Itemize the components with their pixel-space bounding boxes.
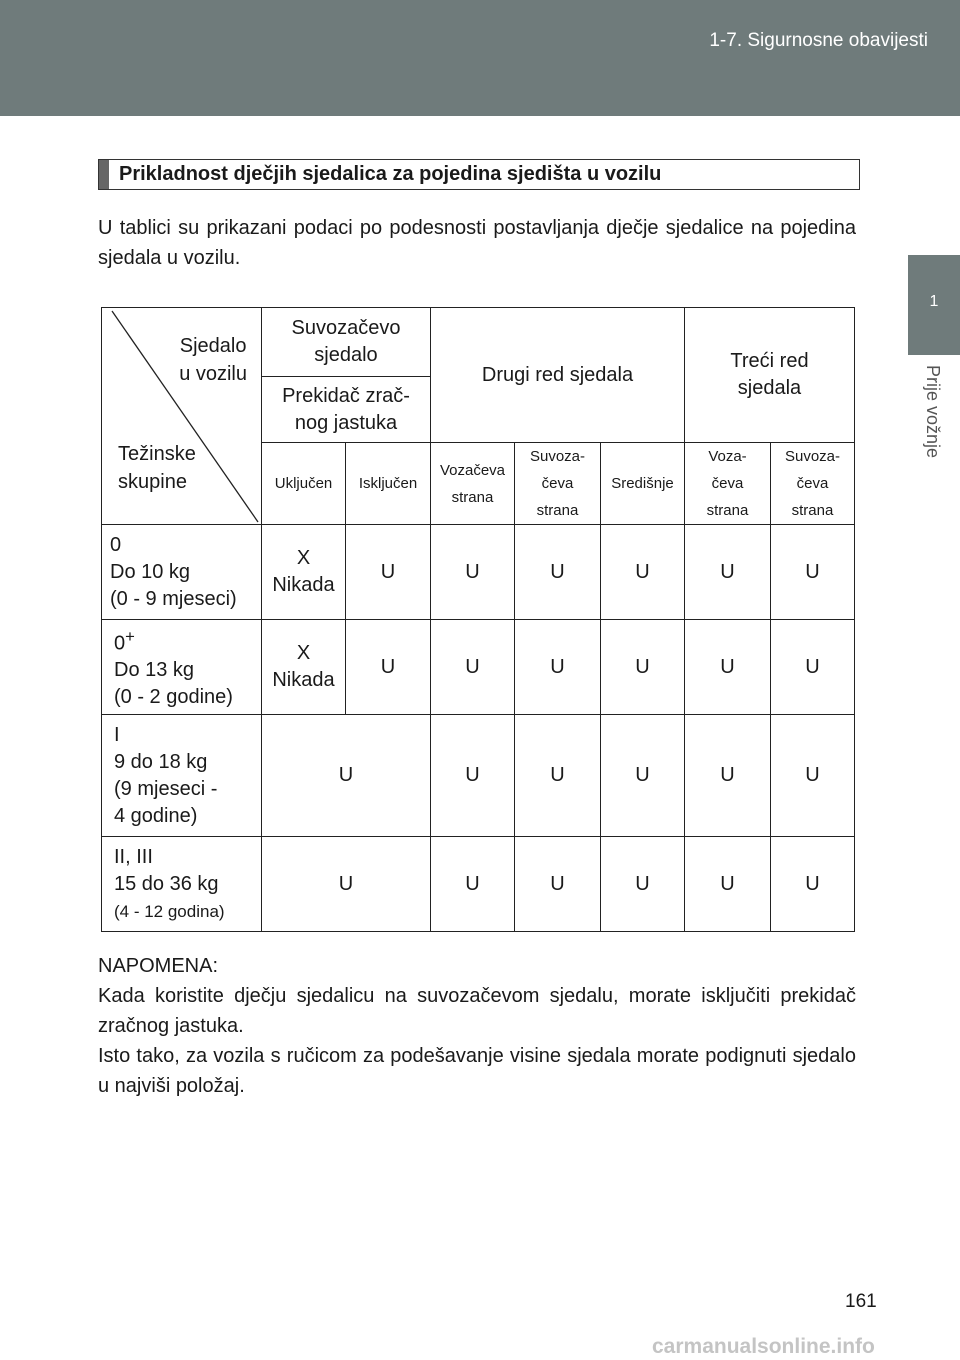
table-row	[102, 525, 855, 620]
weight-group-cell	[102, 715, 262, 837]
sub-passenger-line1: Suvoza-	[529, 448, 586, 465]
seat-suitability-table	[101, 307, 855, 932]
corner-seat-line1: Sjedalo	[179, 335, 247, 357]
table-cell: U	[515, 620, 601, 715]
chapter-tab	[908, 255, 960, 355]
note-heading: NAPOMENA:	[98, 955, 219, 977]
page-header	[0, 0, 960, 116]
table-cell: U	[431, 715, 515, 837]
group-weight: 15 do 36 kg	[114, 872, 219, 895]
group-label-wrap	[114, 623, 261, 658]
group-age: (0 - 2 godine)	[114, 686, 233, 709]
corner-seat-label	[179, 332, 247, 388]
not-allowed-word: Nikada	[272, 669, 335, 691]
airbag-on-cell	[262, 525, 346, 620]
not-allowed-word: Nikada	[272, 574, 335, 596]
subheader-on: Uključen	[262, 443, 346, 525]
subheader-driver-side	[431, 443, 515, 525]
subheader-center: Središnje	[601, 443, 685, 525]
corner-seat-line2: u vozilu	[179, 363, 247, 385]
airbag-on-cell	[262, 620, 346, 715]
corner-weight-line2: skupine	[118, 471, 187, 493]
header-third-row	[685, 308, 855, 443]
sub-driver-line2: strana	[451, 488, 494, 506]
group-label: II, III	[114, 845, 153, 868]
table-cell: U	[771, 837, 855, 932]
corner-header-cell	[102, 308, 262, 525]
table-cell: U	[685, 525, 771, 620]
table-cell: U	[431, 620, 515, 715]
sub-driver3-line2: čeva	[711, 475, 744, 492]
table-cell: U	[431, 837, 515, 932]
table-cell: U	[685, 620, 771, 715]
note-line1: Kada koristite dječju sjedalicu na suvozačevom sjedalu, morate isključiti prekidač zračnog jastuka.	[98, 985, 856, 1037]
table-cell: U	[431, 525, 515, 620]
group-age-line2: 4 godine)	[114, 804, 198, 827]
sub-driver3-line1: Voza-	[708, 448, 747, 465]
section-heading	[98, 159, 860, 190]
chapter-label: Prije vožnje	[923, 365, 943, 459]
table-cell: U	[515, 715, 601, 837]
table-row	[102, 620, 855, 715]
table-cell: U	[685, 837, 771, 932]
chapter-label-area	[908, 355, 960, 515]
subheader-passenger-side	[515, 443, 601, 525]
chapter-number: 1	[929, 293, 939, 310]
not-allowed-mark: X	[296, 642, 311, 664]
passenger-seat-line1: Suvozačevo	[291, 317, 401, 339]
header-section-title: 1-7. Sigurnosne obavijesti	[709, 30, 928, 51]
sub-driver3-line3: strana	[706, 502, 749, 519]
footer-watermark: carmanualsonline.info	[652, 1335, 875, 1358]
third-row-line2: sjedala	[737, 377, 802, 399]
table-row	[102, 715, 855, 837]
third-row-line1: Treći red	[730, 350, 809, 372]
table-cell: U	[771, 525, 855, 620]
subheader-third-driver-side	[685, 443, 771, 525]
table-cell: U	[601, 837, 685, 932]
intro-paragraph	[98, 213, 856, 273]
group-label: 0	[114, 632, 126, 655]
note-line2: Isto tako, za vozila s ručicom za podešavanje visine sjedala morate podignuti sjedalo u najviši položaj.	[98, 1045, 856, 1097]
sub-passenger3-line2: čeva	[796, 475, 829, 492]
group-age-line1: (9 mjeseci -	[114, 777, 218, 800]
table-cell: U	[346, 525, 431, 620]
subheader-off: Isključen	[346, 443, 431, 525]
weight-group-cell	[102, 525, 262, 620]
airbag-switch-line2: nog jastuka	[294, 411, 398, 434]
sub-passenger3-line3: strana	[791, 502, 834, 519]
weight-group-cell	[102, 620, 262, 715]
table-cell: U	[601, 620, 685, 715]
corner-weight-line1: Težinske	[118, 443, 196, 465]
group-weight: 9 do 18 kg	[114, 750, 208, 773]
sub-passenger-line2: čeva	[541, 475, 574, 492]
table-row	[102, 837, 855, 932]
table-cell: U	[515, 525, 601, 620]
table-cell: U	[262, 837, 431, 932]
table-cell: U	[262, 715, 431, 837]
group-age: (4 - 12 godina)	[114, 901, 225, 921]
sub-passenger-line3: strana	[536, 502, 579, 519]
table-cell: U	[685, 715, 771, 837]
table-cell: U	[601, 525, 685, 620]
airbag-switch-line1: Prekidač zrač-	[282, 384, 410, 407]
group-superscript: +	[125, 626, 135, 646]
table-cell: U	[515, 837, 601, 932]
group-age: (0 - 9 mjeseci)	[110, 587, 237, 610]
group-weight: Do 10 kg	[110, 560, 191, 583]
header-second-row: Drugi red sjedala	[431, 308, 685, 443]
not-allowed-mark: X	[296, 547, 311, 569]
passenger-seat-line2: sjedalo	[314, 344, 378, 366]
subheader-third-passenger-side	[771, 443, 855, 525]
weight-group-cell	[102, 837, 262, 932]
note-block	[98, 951, 856, 1101]
sub-passenger3-line1: Suvoza-	[784, 448, 841, 465]
header-passenger-seat	[262, 308, 431, 377]
table-cell: U	[771, 620, 855, 715]
page-number: 161	[845, 1291, 877, 1312]
group-label: I	[114, 723, 120, 746]
group-weight: Do 13 kg	[114, 659, 195, 682]
section-heading-marker	[99, 160, 109, 189]
table-cell: U	[346, 620, 431, 715]
section-title: Prikladnost dječjih sjedalica za pojedina sjedišta u vozilu	[119, 163, 662, 185]
group-label: 0	[110, 533, 122, 556]
sub-driver-line1: Vozačeva	[439, 461, 506, 479]
table-cell: U	[771, 715, 855, 837]
intro-text: U tablici su prikazani podaci po podesnosti postavljanja dječje sjedalice na pojedina sjedala u vozilu.	[98, 217, 856, 269]
header-airbag-switch	[262, 377, 431, 443]
corner-weight-label	[118, 440, 196, 496]
table-cell: U	[601, 715, 685, 837]
